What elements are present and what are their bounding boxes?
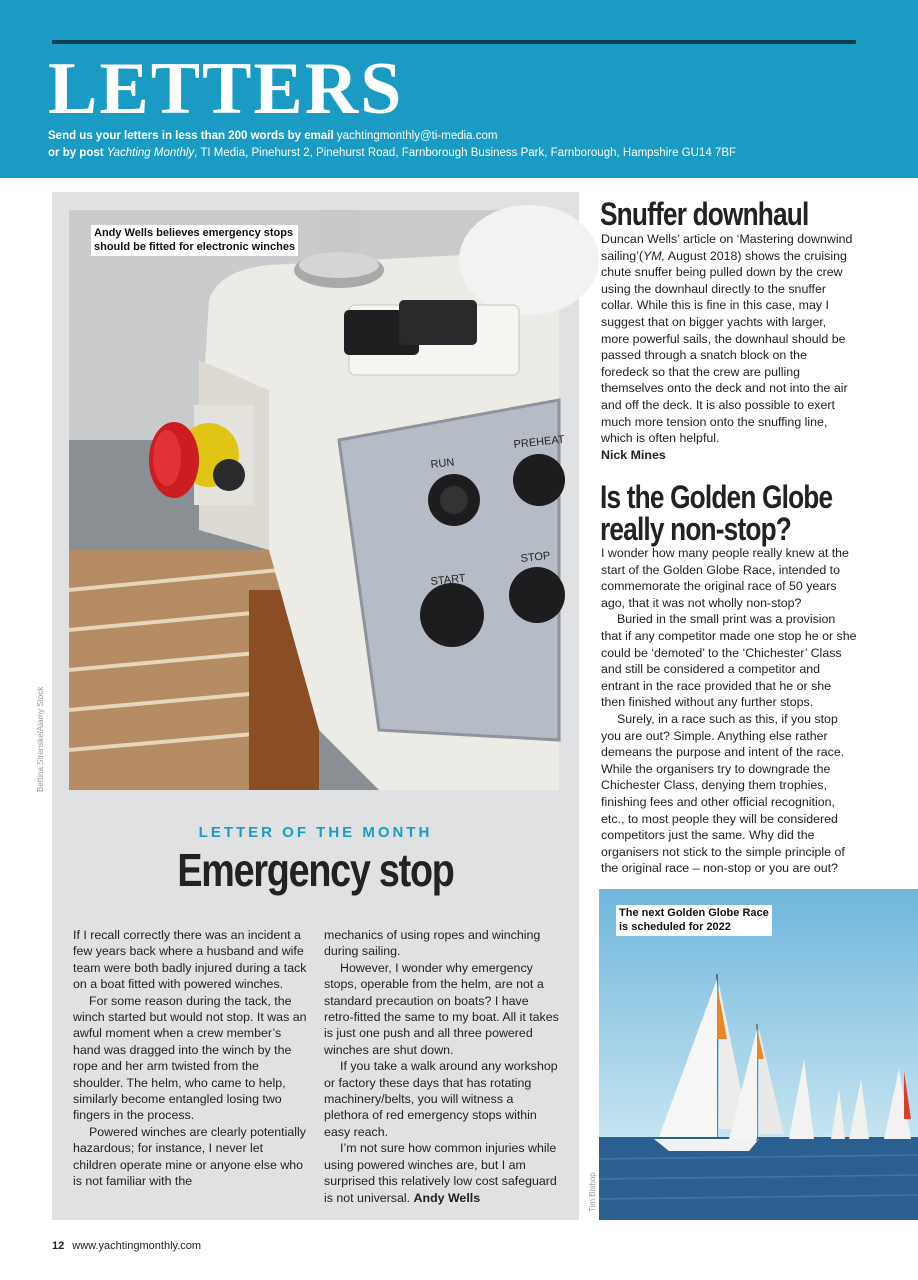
letter-of-month-column-1 [73, 927, 309, 1190]
snuffer-text-after: August 2018) shows the cruising chute snuffer being pulled down by the crew using the downhaul directly to the snuffer collar. While this is fine in this case, may I suggest that on bigger yachts with larger, more powerful sails, the downhaul should be passed through a snatch block on the foredeck so that the crew are pulling themselves onto the deck and not into the air and off the deck. It is also possible to exert much more tension onto the snuffing line, which is often helpful. [601, 248, 848, 446]
page-number: 12 [52, 1240, 65, 1252]
header-post-lead: or by post [48, 147, 104, 159]
golden-globe-paragraph: Surely, in a race such as this, if you stop you are out? Simple. Anything else rather demeans the purpose and intent of the race. While the organisers try to downgrade the Chichester Class, denying them trophies, finishing fees and other official recognition, etc., to most people they will be considered competitors just the same. Why did the organisers not stick to the simple principle of the original race – non-stop or you are out? [601, 711, 845, 876]
boat-caption-line-2: is scheduled for 2022 [619, 921, 731, 934]
stop-label: STOP [520, 549, 551, 565]
snuffer-title: Snuffer downhaul [600, 196, 809, 232]
lotm-paragraph: If I recall correctly there was an incident a few years back where a husband and wife team were both badly injured during a tack on a boat fitted with powered winches. [73, 928, 307, 992]
letter-of-month-column-2 [324, 927, 560, 1206]
page-title: LETTERS [48, 48, 404, 130]
letter-of-month-kicker: LETTER OF THE MONTH [198, 824, 433, 841]
header-email-address[interactable]: yachtingmonthly@ti-media.com [336, 130, 498, 142]
lotm-paragraph-text: I’m not sure how common injuries while using powered winches are, but I am surprised this relatively low cost safeguard is not universal. [324, 1141, 557, 1205]
golden-globe-paragraph: I wonder how many people really knew at the start of the Golden Globe Race, intended to commemorate the original race of 50 years ago, that it was not wholly non-stop? [601, 546, 849, 610]
header-submit-email [48, 130, 498, 144]
lotm-paragraph-last [324, 1140, 560, 1206]
helm-panel-photo [69, 210, 566, 790]
helm-caption-line-2: should be fitted for electronic winches [94, 241, 296, 254]
footer-url[interactable]: www.yachtingmonthly.com [72, 1240, 202, 1252]
helm-photo-caption [91, 225, 298, 256]
header-post-address: , TI Media, Pinehurst 2, Pinehurst Road, Farnborough Business Park, Farnborough, Hampshire GU14 7BF [194, 147, 737, 159]
lotm-paragraph: mechanics of using ropes and winching during sailing. [324, 928, 541, 959]
sailing-yachts-illustration [599, 889, 918, 1220]
golden-globe-title-line-1: Is the Golden Globe [600, 479, 833, 515]
snuffer-text-italic: YM, [643, 248, 666, 263]
letter-of-month-title: Emergency stop [177, 844, 454, 896]
golden-globe-body [601, 545, 857, 877]
header-band [0, 0, 918, 178]
helm-panel-illustration [69, 210, 566, 790]
lotm-paragraph: If you take a walk around any workshop or factory these days that has rotating machinery/belts, you will witness a plethora of red emergency stops within easy reach. [324, 1059, 558, 1139]
golden-globe-title-line-2: really non-stop? [600, 511, 791, 547]
start-label: START [430, 572, 467, 588]
snuffer-text-before: Duncan Wells’ article on ‘Mastering downwind sailing’( [601, 232, 853, 263]
lotm-paragraph: Powered winches are clearly potentially hazardous; for instance, I never let children operate mine or anyone else who is not familiar with the [73, 1124, 306, 1189]
header-submit-post [48, 147, 736, 161]
boat-caption-line-1: The next Golden Globe Race [619, 907, 769, 919]
header-email-lead: Send us your letters in less than 200 words by email [48, 130, 334, 142]
header-post-magazine: Yachting Monthly [106, 147, 195, 159]
header-rule [52, 40, 856, 44]
lotm-paragraph: However, I wonder why emergency stops, operable from the helm, are not a standard precaution on boats? I have retro-fitted the same to my boat. All it takes is just one push and all three powered winches are shut down. [324, 960, 559, 1057]
boat-photo-caption [616, 905, 772, 936]
lotm-paragraph: For some reason during the tack, the winch started but would not stop. It was an awful moment when a crew member’s hand was dragged into the winch by the rope and her arm twisted from the shoulder. The helm, who came to help, similarly become entangled losing two fingers in the process. [73, 993, 307, 1123]
run-label: RUN [430, 456, 456, 471]
golden-globe-race-photo [599, 889, 918, 1220]
boat-photo-credit: Tim Bishop [588, 1172, 597, 1212]
golden-globe-paragraph: Buried in the small print was a provision that if any competitor made one stop he or she could be ‘demoted’ to the ‘Chichester’ Class and still be considered a competitor and entrant in the race provided that he or she then finished without any further stops. [601, 612, 857, 710]
snuffer-paragraph [601, 231, 857, 447]
snuffer-body [601, 231, 857, 463]
preheat-label: PREHEAT [513, 433, 566, 451]
lotm-signature: Andy Wells [413, 1190, 481, 1205]
snuffer-signature: Nick Mines [601, 447, 666, 462]
page-footer [52, 1240, 201, 1252]
helm-caption-line-1: Andy Wells believes emergency stops [94, 227, 294, 239]
helm-photo-credit: Bettina Strenske/Alamy Stock [36, 686, 45, 792]
